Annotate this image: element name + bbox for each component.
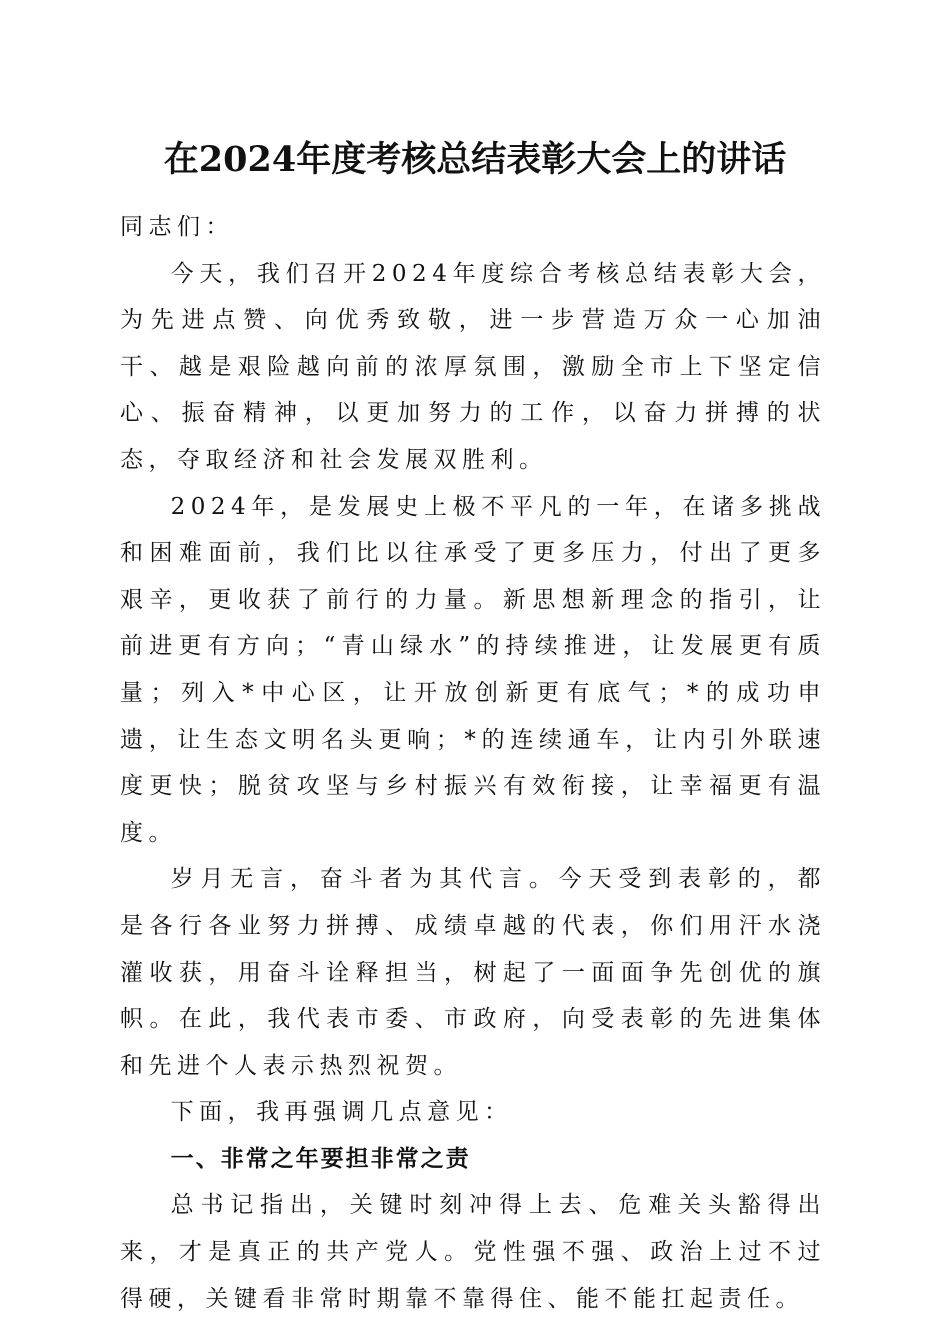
section-paragraph: 总书记指出，关键时刻冲得上去、危难关头豁得出来，才是真正的共产党人。党性强不强、政治上过不过得硬，关键看非常时期靠不靠得住、能不能扛起责任。 [120,1192,826,1312]
body-paragraph-4: 下面，我再强调几点意见： [170,1099,513,1126]
body-paragraph-2: 2024年，是发展史上极不平凡的一年，在诸多挑战和困难面前，我们比以往承受了更多压力，付出了更多艰辛，更收获了前行的力量。新思想新理念的指引，让前进更有方向；“青山绿水”的持续推进，让发展更有质量；列入*中心区，让开放创新更有底气；*的成功申遗，让生态文明名头更响；*的连续通车，让内引外联速度更快；脱贫攻坚与乡村振兴有效衔接，让幸福更有温度。 [120,493,826,846]
body-paragraph-1: 今天，我们召开2024年度综合考核总结表彰大会，为先进点赞、向优秀致敬，进一步营造万众一心加油干、越是艰险越向前的浓厚氛围，激励全市上下坚定信心、振奋精神，以更加努力的工作，以奋力拼搏的状态，夺取经济和社会发展双胜利。 [120,260,826,473]
salutation: 同志们： [120,214,234,240]
section-heading: 一、非常之年要担非常之责 [170,1145,471,1172]
document-title: 在2024年度考核总结表彰大会上的讲话 [163,139,787,180]
body-paragraph-3: 岁月无言，奋斗者为其代言。今天受到表彰的，都是各行各业努力拼搏、成绩卓越的代表，你们用汗水浇灌收获，用奋斗诠释担当，树起了一面面争先创优的旗帜。在此，我代表市委、市政府，向受表彰的先进集体和先进个人表示热烈祝贺。 [120,866,826,1079]
document-body [120,204,826,1322]
